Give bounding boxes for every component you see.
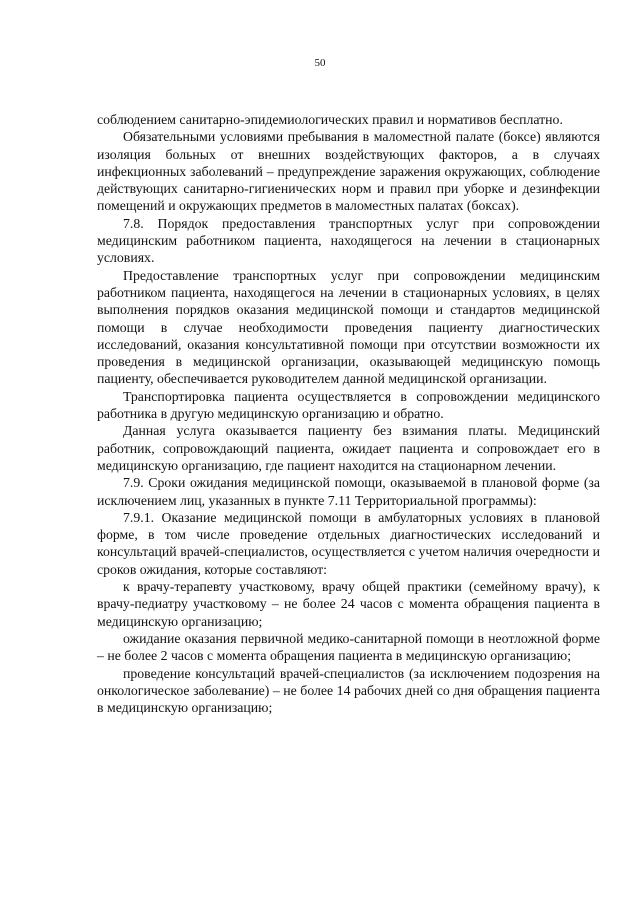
paragraph: Обязательными условиями пребывания в маломестной палате (боксе) являются изоляция больных от внешних воздействующих факторов, а в случаях инфекционных заболеваний – предупреждение заражения окружающих, соблюдение действующих санитарно-гигиенических норм и правил при уборке и дезинфекции помещений и окружающих предметов в маломестных палатах (боксах). — [97, 129, 600, 214]
paragraph: Транспортировка пациента осуществляется в сопровождении медицинского работника в другую медицинскую организацию и обратно. — [97, 388, 600, 422]
subsection-7-9-1: 7.9.1. Оказание медицинской помощи в амбулаторных условиях в плановой форме, в том числе проведение отдельных диагностических исследований и консультаций врачей-специалистов, осуществляется с учетом наличия очередности и сроков ожидания, которые составляют: — [97, 509, 600, 577]
section-heading-7-8: 7.8. Порядок предоставления транспортных услуг при сопровождении медицинским работником пациента, находящегося на лечении в стационарных условиях. — [97, 215, 600, 266]
paragraph: Предоставление транспортных услуг при сопровождении медицинским работником пациента, находящегося на лечении в стационарных условиях, в целях выполнения порядков оказания медицинской помощи и стандартов медицинской помощи в случае необходимости проведения пациенту диагностических исследований, оказания консультативной помощи при отсутствии возможности их проведения в медицинской организации, оказывающей медицинскую помощь пациенту, обеспечивается руководителем данной медицинской организации. — [97, 267, 600, 387]
list-item: ожидание оказания первичной медико-санитарной помощи в неотложной форме – не более 2 часов с момента обращения пациента в медицинскую организацию; — [97, 630, 600, 664]
list-item: к врачу-терапевту участковому, врачу общей практики (семейному врачу), к врачу-педиатру участковому – не более 24 часов с момента обращения пациента в медицинскую организацию; — [97, 579, 600, 629]
paragraph: соблюдением санитарно-эпидемиологических правил и нормативов бесплатно. — [97, 112, 563, 127]
section-heading-7-9: 7.9. Сроки ожидания медицинской помощи, оказываемой в плановой форме (за исключением лиц, указанных в пункте 7.11 Территориальной программы): — [97, 475, 600, 508]
body-text — [97, 111, 600, 716]
paragraph: Данная услуга оказывается пациенту без взимания платы. Медицинский работник, сопровождающий пациента, ожидает пациента и сопровождает его в медицинскую организацию, где пациент находится на стационарном лечении. — [97, 423, 600, 473]
page-number: 50 — [314, 57, 326, 69]
list-item: проведение консультаций врачей-специалистов (за исключением подозрения на онкологическое заболевание) – не более 14 рабочих дней со дня обращения пациента в медицинскую организацию; — [97, 665, 600, 716]
